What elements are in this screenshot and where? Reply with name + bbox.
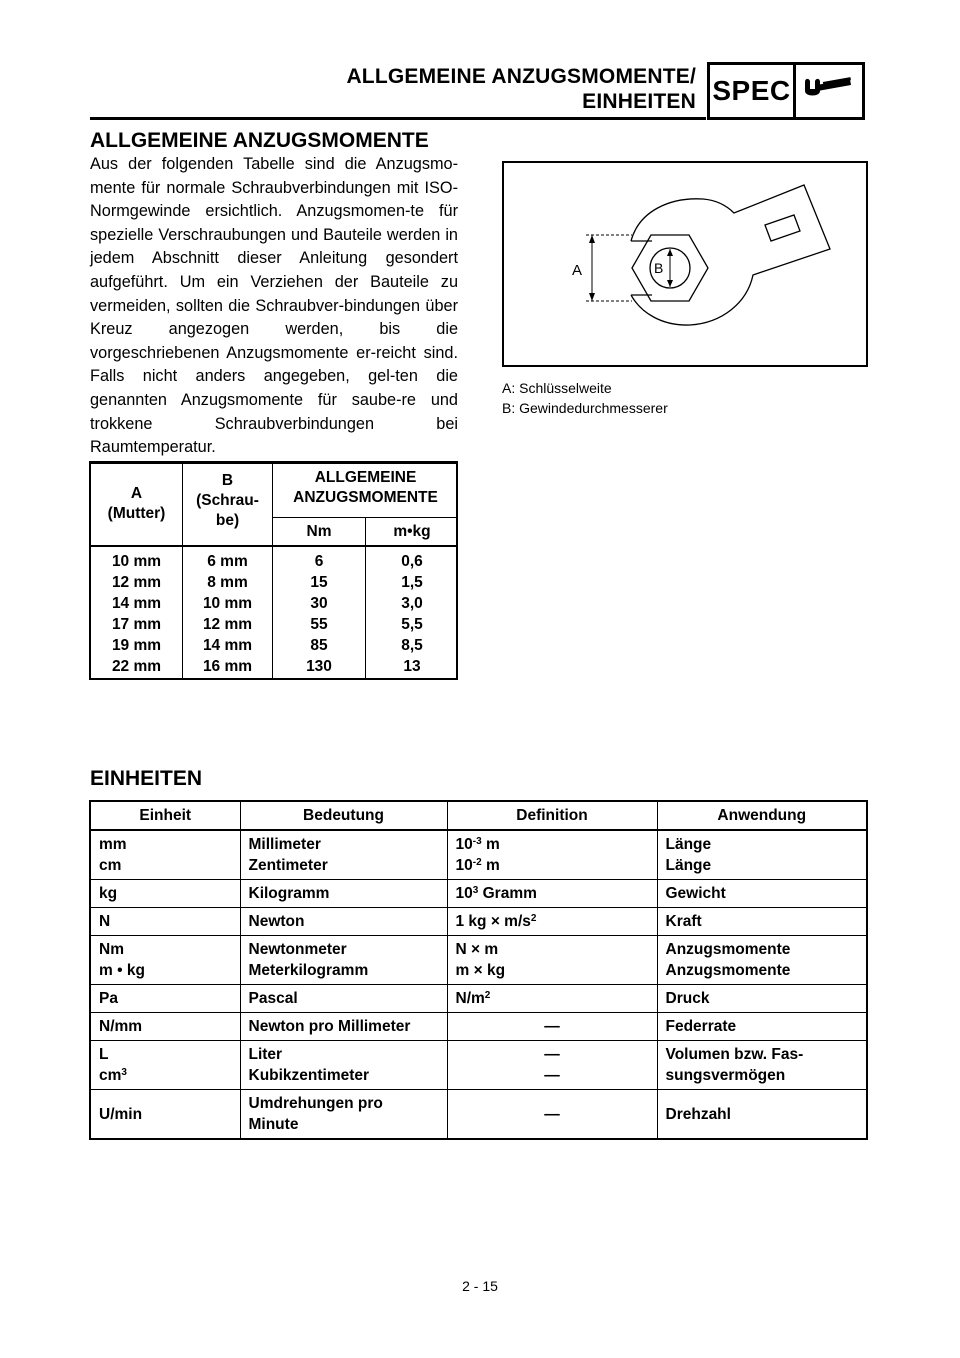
def-base: 10	[455, 885, 473, 902]
col-header-schraube-name1: (Schrau-	[196, 492, 259, 509]
col-header-mutter	[91, 484, 182, 524]
cell-definition	[447, 830, 657, 880]
caption-a: A: Schlüsselweite	[502, 380, 612, 396]
cell-text: Millimeter	[248, 836, 321, 853]
col-header-mutter-name: (Mutter)	[107, 505, 166, 522]
def-exponent: 3	[472, 885, 479, 896]
cell-text: mm	[99, 836, 127, 853]
table-row	[90, 830, 867, 880]
cell-einheit	[90, 830, 240, 880]
cell-text: sungsvermögen	[665, 1067, 786, 1084]
cell-schraube: 14 mm	[202, 637, 253, 654]
cell-einheit: kg	[90, 880, 240, 908]
cell-einheit: N	[90, 908, 240, 936]
col-header-mkg: m•kg	[393, 523, 431, 540]
cell-nm: 15	[310, 574, 328, 591]
spec-label: SPEC	[710, 65, 796, 117]
table-row	[90, 1041, 867, 1090]
cell-text: m • kg	[99, 962, 145, 979]
cell-bedeutung	[240, 1041, 447, 1090]
cell-bedeutung	[240, 830, 447, 880]
cell-text: —	[544, 1046, 560, 1063]
wrench-figure	[502, 161, 868, 367]
cell-text	[456, 834, 649, 855]
table-row	[90, 908, 867, 936]
cell-text: L	[99, 1046, 109, 1063]
cell-mutter: 17 mm	[111, 616, 162, 633]
table-row	[90, 880, 867, 908]
header-title-line1: ALLGEMEINE ANZUGSMOMENTE/	[346, 65, 696, 88]
cell-mutter: 12 mm	[111, 574, 162, 591]
wrench-icon	[796, 65, 862, 117]
cell-text: Nm	[99, 941, 124, 958]
cell-text	[99, 1065, 232, 1086]
cell-bedeutung	[240, 936, 447, 985]
cell-schraube: 10 mm	[202, 595, 253, 612]
def-unit: Gramm	[478, 885, 537, 902]
def-exponent: -3	[472, 836, 482, 847]
col-mutter-values	[91, 551, 182, 677]
def-base: 10	[455, 857, 473, 874]
col-header-schraube-name2: be)	[215, 512, 240, 529]
cell-definition	[447, 985, 657, 1013]
section-title-units: EINHEITEN	[90, 767, 203, 790]
table-row	[90, 985, 867, 1013]
cell-definition	[447, 1041, 657, 1090]
cell-anwendung	[657, 1041, 867, 1090]
cell-nm: 130	[306, 658, 332, 675]
cell-anwendung: Druck	[657, 985, 867, 1013]
header-definition: Definition	[447, 801, 657, 830]
cell-nm: 55	[310, 616, 328, 633]
def-exponent: 2	[530, 913, 537, 924]
cell-text: —	[544, 1067, 560, 1084]
cell-mkg: 5,5	[401, 616, 423, 633]
cell-text: Anzugsmomente	[665, 962, 791, 979]
cell-text: Länge	[665, 836, 712, 853]
cell-mkg: 3,0	[401, 595, 423, 612]
cell-definition	[447, 880, 657, 908]
def-unit: m	[481, 836, 500, 853]
header-rule	[90, 117, 706, 120]
cell-bedeutung: Kilogramm	[240, 880, 447, 908]
cell-bedeutung: Newton	[240, 908, 447, 936]
torque-table	[89, 461, 458, 680]
cell-schraube: 12 mm	[202, 616, 253, 633]
cell-text: m × kg	[455, 962, 506, 979]
def-exponent: -2	[472, 857, 482, 868]
cell-text: Länge	[665, 857, 712, 874]
cell-text: cm	[99, 857, 122, 874]
cell-mutter: 14 mm	[111, 595, 162, 612]
def-base: cm	[99, 1067, 122, 1084]
cell-bedeutung	[240, 1090, 447, 1140]
cell-bedeutung: Pascal	[240, 985, 447, 1013]
def-main: 1 kg × m/s	[455, 913, 531, 930]
def-exponent: 3	[121, 1067, 127, 1078]
cell-definition	[447, 936, 657, 985]
cell-einheit: U/min	[90, 1090, 240, 1140]
cell-mutter: 10 mm	[111, 553, 162, 570]
cell-mkg: 1,5	[401, 574, 423, 591]
cell-einheit: N/mm	[90, 1013, 240, 1041]
cell-nm: 85	[310, 637, 328, 654]
col-header-group-line1: ALLGEMEINE	[314, 469, 417, 486]
cell-text: Anzugsmomente	[665, 941, 791, 958]
cell-definition: —	[447, 1013, 657, 1041]
figure-label-a: A	[572, 262, 583, 279]
cell-einheit	[90, 1041, 240, 1090]
col-header-nm: Nm	[306, 523, 332, 540]
caption-b: B: Gewindedurchmesserer	[502, 400, 668, 416]
cell-mutter: 19 mm	[111, 637, 162, 654]
cell-nm: 6	[314, 553, 324, 570]
table-row	[90, 936, 867, 985]
cell-text: Meterkilogramm	[248, 962, 369, 979]
cell-anwendung: Kraft	[657, 908, 867, 936]
cell-text: N × m	[455, 941, 499, 958]
header-einheit: Einheit	[90, 801, 240, 830]
units-table	[89, 800, 868, 1140]
cell-anwendung	[657, 830, 867, 880]
cell-schraube: 8 mm	[207, 574, 248, 591]
spec-badge	[707, 62, 865, 120]
cell-anwendung: Drehzahl	[657, 1090, 867, 1140]
header-title-line2: EINHEITEN	[582, 90, 696, 113]
col-nm-values	[273, 551, 365, 677]
units-header-row	[90, 801, 867, 830]
cell-nm: 30	[310, 595, 328, 612]
cell-text	[456, 855, 649, 876]
def-base: 10	[455, 836, 473, 853]
col-header-schraube	[183, 471, 272, 531]
intro-paragraph: Aus der folgenden Tabelle sind die Anzugsmo-mente für normale Schraubverbindungen mit ISO-Normgewinde ersichtlich. Anzugsmomen-te für spezielle Verschraubungen und Bauteile werden in jedem Abschnitt dieser Anleitung gesondert aufgeführt. Um ein Verziehen der Bauteile zu vermeiden, sollten die Schraubver-bindungen über Kreuz angezogen werden, bis die vorgeschriebenen Anzugsmomente er-reicht sind. Falls nicht anders angegeben, gel-ten die genannten Anzugsmomente für saube-re und trokkene Schraubverbindungen bei Raumtemperatur.	[90, 155, 458, 457]
col-header-schraube-letter: B	[221, 472, 234, 489]
cell-text: Umdrehungen pro	[248, 1095, 383, 1112]
def-unit: m	[481, 857, 500, 874]
cell-anwendung: Federrate	[657, 1013, 867, 1041]
col-header-group-line2: ANZUGSMOMENTE	[293, 489, 438, 506]
col-mkg-values	[366, 551, 458, 677]
cell-einheit	[90, 936, 240, 985]
header-bedeutung: Bedeutung	[240, 801, 447, 830]
table-row	[90, 1090, 867, 1140]
cell-definition: —	[447, 1090, 657, 1140]
cell-anwendung	[657, 936, 867, 985]
page-number: 2 - 15	[462, 1278, 498, 1294]
table-row	[90, 1013, 867, 1041]
cell-definition	[447, 908, 657, 936]
section-title-torque: ALLGEMEINE ANZUGSMOMENTE	[90, 129, 429, 152]
header-anwendung: Anwendung	[657, 801, 867, 830]
cell-anwendung: Gewicht	[657, 880, 867, 908]
cell-mutter: 22 mm	[111, 658, 162, 675]
cell-mkg: 0,6	[401, 553, 423, 570]
cell-text: Liter	[248, 1046, 283, 1063]
figure-label-b: B	[654, 260, 664, 276]
cell-text: Zentimeter	[248, 857, 328, 874]
cell-text: Volumen bzw. Fas-	[665, 1046, 804, 1063]
def-exponent: 2	[484, 990, 491, 1001]
col-header-mutter-letter: A	[130, 485, 143, 502]
cell-mkg: 13	[403, 658, 421, 675]
page-header-title	[346, 64, 696, 114]
cell-schraube: 6 mm	[207, 553, 248, 570]
cell-mkg: 8,5	[401, 637, 423, 654]
cell-text: Kubikzentimeter	[248, 1067, 370, 1084]
cell-einheit: Pa	[90, 985, 240, 1013]
col-schraube-values	[183, 551, 272, 677]
cell-text: Newtonmeter	[248, 941, 347, 958]
col-header-group	[273, 468, 458, 508]
cell-bedeutung: Newton pro Millimeter	[240, 1013, 447, 1041]
cell-text: Minute	[248, 1116, 299, 1133]
cell-schraube: 16 mm	[202, 658, 253, 675]
def-main: N/m	[455, 990, 485, 1007]
wrench-diagram	[504, 163, 866, 365]
figure-caption	[502, 378, 668, 418]
